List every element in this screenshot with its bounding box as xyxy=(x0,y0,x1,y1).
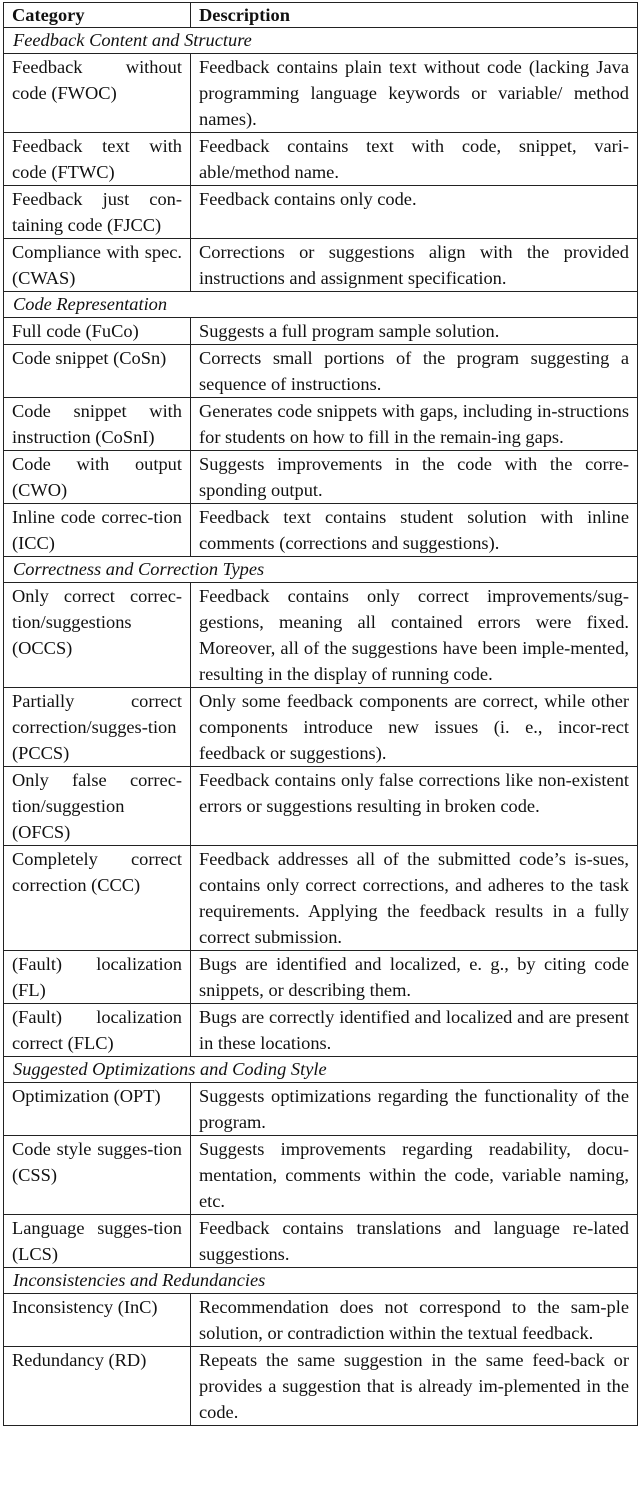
section-row xyxy=(4,292,638,318)
description-cell: Feedback text contains student solution with inline comments (corrections and suggestions). xyxy=(191,504,638,557)
table-row xyxy=(4,133,638,186)
table-row xyxy=(4,54,638,133)
category-cell: Feedback just con-taining code (FJCC) xyxy=(4,186,191,239)
description-cell: Feedback contains only false corrections like non-existent errors or suggestions resulting in broken code. xyxy=(191,767,638,846)
table-row xyxy=(4,951,638,1004)
table-row xyxy=(4,345,638,398)
section-row xyxy=(4,1057,638,1083)
description-cell: Corrects small portions of the program suggesting a sequence of instructions. xyxy=(191,345,638,398)
category-cell: Full code (FuCo) xyxy=(4,318,191,345)
category-cell: Only correct correc-tion/suggestions (OCCS) xyxy=(4,583,191,688)
category-column-header: Category xyxy=(4,3,191,28)
section-row xyxy=(4,557,638,583)
section-title: Suggested Optimizations and Coding Style xyxy=(4,1057,638,1083)
description-cell: Bugs are identified and localized, e. g., by citing code snippets, or describing them. xyxy=(191,951,638,1004)
table-row xyxy=(4,504,638,557)
category-cell: Inconsistency (InC) xyxy=(4,1294,191,1347)
table-row xyxy=(4,583,638,688)
description-cell: Corrections or suggestions align with the provided instructions and assignment specification. xyxy=(191,239,638,292)
description-cell: Suggests improvements regarding readability, docu-mentation, comments within the code, variable naming, etc. xyxy=(191,1136,638,1215)
description-cell: Feedback addresses all of the submitted code’s is-sues, contains only correct corrections, and adheres to the task requirements. Applying the feedback results in a fully correct submission. xyxy=(191,846,638,951)
category-cell: Code snippet (CoSn) xyxy=(4,345,191,398)
description-cell: Feedback contains only code. xyxy=(191,186,638,239)
section-title: Feedback Content and Structure xyxy=(4,28,638,54)
category-cell: Completely correct correction (CCC) xyxy=(4,846,191,951)
category-cell: (Fault) localization correct (FLC) xyxy=(4,1004,191,1057)
description-cell: Suggests a full program sample solution. xyxy=(191,318,638,345)
category-cell: Optimization (OPT) xyxy=(4,1083,191,1136)
table-row xyxy=(4,1347,638,1426)
description-column-header: Description xyxy=(191,3,638,28)
section-title: Correctness and Correction Types xyxy=(4,557,638,583)
description-cell: Repeats the same suggestion in the same feed-back or provides a suggestion that is already im-plemented in the code. xyxy=(191,1347,638,1426)
category-cell: Language sugges-tion (LCS) xyxy=(4,1215,191,1268)
description-cell: Recommendation does not correspond to the sam-ple solution, or contradiction within the textual feedback. xyxy=(191,1294,638,1347)
table-row xyxy=(4,1136,638,1215)
table-row xyxy=(4,767,638,846)
category-cell: Redundancy (RD) xyxy=(4,1347,191,1426)
table-row xyxy=(4,1004,638,1057)
description-cell: Generates code snippets with gaps, including in-structions for students on how to fill in the remain-ing gaps. xyxy=(191,398,638,451)
category-cell: Code snippet with instruction (CoSnI) xyxy=(4,398,191,451)
category-cell: Code with output (CWO) xyxy=(4,451,191,504)
category-cell: Code style sugges-tion (CSS) xyxy=(4,1136,191,1215)
category-cell: (Fault) localization (FL) xyxy=(4,951,191,1004)
description-cell: Suggests optimizations regarding the functionality of the program. xyxy=(191,1083,638,1136)
category-cell: Only false correc-tion/suggestion (OFCS) xyxy=(4,767,191,846)
table-row xyxy=(4,1294,638,1347)
table-row xyxy=(4,186,638,239)
feedback-category-table xyxy=(3,2,638,1426)
section-title: Inconsistencies and Redundancies xyxy=(4,1268,638,1294)
description-cell: Only some feedback components are correct, while other components introduce new issues (i. e., incor-rect feedback or suggestions). xyxy=(191,688,638,767)
description-cell: Bugs are correctly identified and localized and are present in these locations. xyxy=(191,1004,638,1057)
header-row xyxy=(4,3,638,28)
description-cell: Feedback contains plain text without code (lacking Java programming language keywords or variable/ method names). xyxy=(191,54,638,133)
category-cell: Compliance with spec. (CWAS) xyxy=(4,239,191,292)
table-row xyxy=(4,688,638,767)
section-row xyxy=(4,28,638,54)
table-row xyxy=(4,1215,638,1268)
section-row xyxy=(4,1268,638,1294)
category-cell: Inline code correc-tion (ICC) xyxy=(4,504,191,557)
table-body xyxy=(4,28,638,1426)
table-row xyxy=(4,239,638,292)
table-row xyxy=(4,1083,638,1136)
table-row xyxy=(4,318,638,345)
table-row xyxy=(4,846,638,951)
description-cell: Feedback contains only correct improvements/sug-gestions, meaning all contained errors were fixed. Moreover, all of the suggestions have been imple-mented, resulting in the display of running code. xyxy=(191,583,638,688)
category-cell: Partially correct correction/sugges-tion (PCCS) xyxy=(4,688,191,767)
table-row xyxy=(4,398,638,451)
description-cell: Feedback contains translations and language re-lated suggestions. xyxy=(191,1215,638,1268)
description-cell: Feedback contains text with code, snippet, vari-able/method name. xyxy=(191,133,638,186)
table-row xyxy=(4,451,638,504)
section-title: Code Representation xyxy=(4,292,638,318)
category-cell: Feedback without code (FWOC) xyxy=(4,54,191,133)
description-cell: Suggests improvements in the code with the corre-sponding output. xyxy=(191,451,638,504)
category-cell: Feedback text with code (FTWC) xyxy=(4,133,191,186)
